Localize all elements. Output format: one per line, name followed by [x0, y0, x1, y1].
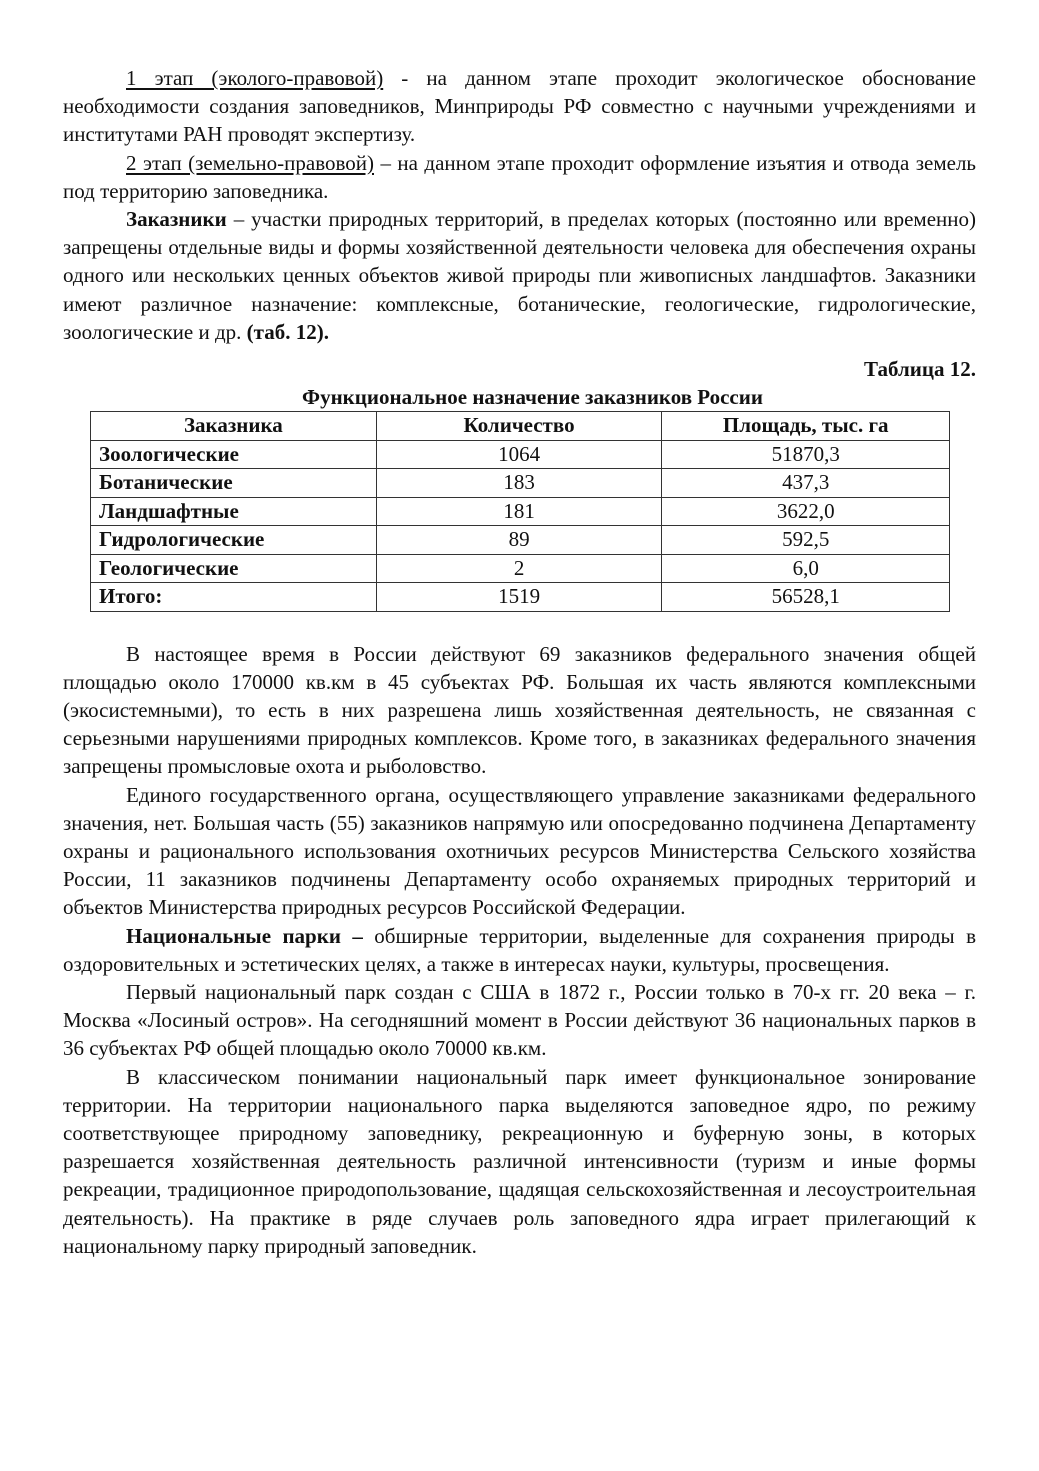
stage-1-title: 1 этап (эколого-правовой)	[126, 66, 384, 90]
table-row	[91, 497, 950, 526]
paragraph-stage-2	[63, 149, 976, 205]
stage-1-text: - на данном этапе проходит экологическое обоснование необходимости создания заповедников, Минприроды РФ совместно с научными учреждениями и институтами РАН проводят экспертизу.	[63, 66, 976, 147]
table-row	[91, 526, 950, 555]
row-count: 181	[376, 497, 662, 526]
national-parks-text: обширные территории, выделенные для сохранения природы в оздоровительных и эстетических целях, а также в интересах науки, культуры, просвещения.	[63, 923, 976, 976]
table-number: Таблица 12.	[864, 357, 976, 382]
table-row	[91, 440, 950, 469]
paragraph-national-parks	[63, 922, 976, 978]
paragraph-zoning: В классическом понимании национальный парк имеет функциональное зонирование территории. На территории национального парка выделяются заповедное ядро, по режиму соответствующее природному заповеднику, рекреационную и буферную зоны, в которых разрешается хозяйственная деятельность различной интенсивности (туризм и иные формы рекреации, традиционное природопользование, щадящая сельскохозяйственная и лесоустроительная деятельность). На практике в ряде случаев роль заповедного ядра играет прилегающий к национальному парку природный заповедник.	[63, 1064, 976, 1258]
paragraph-management: Единого государственного органа, осуществляющего управление заказниками федерального значения, нет. Большая часть (55) заказников напрямую или опосредованно подчинена Департаменту охраны и рационального использования охотничьих ресурсов Министерства Сельского хозяйства России, 11 заказников подчинены Департаменту особо охраняемых природных территорий и объектов Министерства природных ресурсов Российской Федерации.	[63, 782, 976, 920]
header-area: Площадь, тыс. га	[662, 412, 950, 441]
paragraph-federal-zakazniki: В настоящее время в России действуют 69 заказников федерального значения общей площадью около 170000 кв.км в 45 субъектах РФ. Большая их часть являются комплексными (экосистемными), то есть в них разрешена лишь хозяйственная деятельность, не связанная с серьезными нарушениями природных комплексов. Кроме того, в заказниках федерального значения запрещены промысловые охота и рыболовство.	[63, 641, 976, 779]
term-national-parks: Национальные парки –	[126, 923, 363, 948]
table-total-row	[91, 583, 950, 612]
term-zakazniki: Заказники	[126, 207, 227, 232]
row-count: 183	[376, 469, 662, 498]
document-page	[63, 64, 976, 1260]
row-count: 89	[376, 526, 662, 555]
row-type: Ландшафтные	[91, 497, 377, 526]
row-type: Геологические	[91, 554, 377, 583]
stage-2-text: – на данном этапе проходит оформление изъятия и отвода земель под территорию заповедника.	[63, 150, 976, 203]
total-area: 56528,1	[662, 583, 950, 612]
row-area: 592,5	[662, 526, 950, 555]
row-type: Гидрологические	[91, 526, 377, 555]
total-label: Итого:	[91, 583, 377, 612]
paragraph-zakazniki	[63, 205, 976, 346]
row-count: 2	[376, 554, 662, 583]
table-header-row	[91, 412, 950, 441]
table-row	[91, 554, 950, 583]
row-type: Зоологические	[91, 440, 377, 469]
header-type: Заказника	[91, 412, 377, 441]
table-reference: (таб. 12).	[246, 319, 329, 344]
table-caption: Функциональное назначение заказников России	[302, 385, 763, 410]
zakazniki-text: – участки природных территорий, в пределах которых (постоянно или временно) запрещены отдельные виды и формы хозяйственной деятельности человека для обеспечения охраны одного или нескольких ценных объектов живой природы пли живописных ландшафтов. Заказники имеют различное назначение: комплексные, ботанические, геологические, гидрологические, зоологические и др.	[63, 207, 976, 344]
zakazniki-table	[90, 411, 950, 612]
total-count: 1519	[376, 583, 662, 612]
row-area: 437,3	[662, 469, 950, 498]
row-area: 51870,3	[662, 440, 950, 469]
row-area: 6,0	[662, 554, 950, 583]
header-count: Количество	[376, 412, 662, 441]
stage-2-title: 2 этап (земельно-правовой)	[126, 150, 374, 175]
table-row	[91, 469, 950, 498]
row-type: Ботанические	[91, 469, 377, 498]
paragraph-first-park: Первый национальный парк создан с США в 1872 г., России только в 70-х гг. 20 века – г. Москва «Лосиный остров». На сегодняшний момент в России действуют 36 национальных парков в 36 субъектах РФ общей площадью около 70000 кв.км.	[63, 979, 976, 1061]
row-count: 1064	[376, 440, 662, 469]
paragraph-stage-1	[63, 64, 976, 149]
row-area: 3622,0	[662, 497, 950, 526]
